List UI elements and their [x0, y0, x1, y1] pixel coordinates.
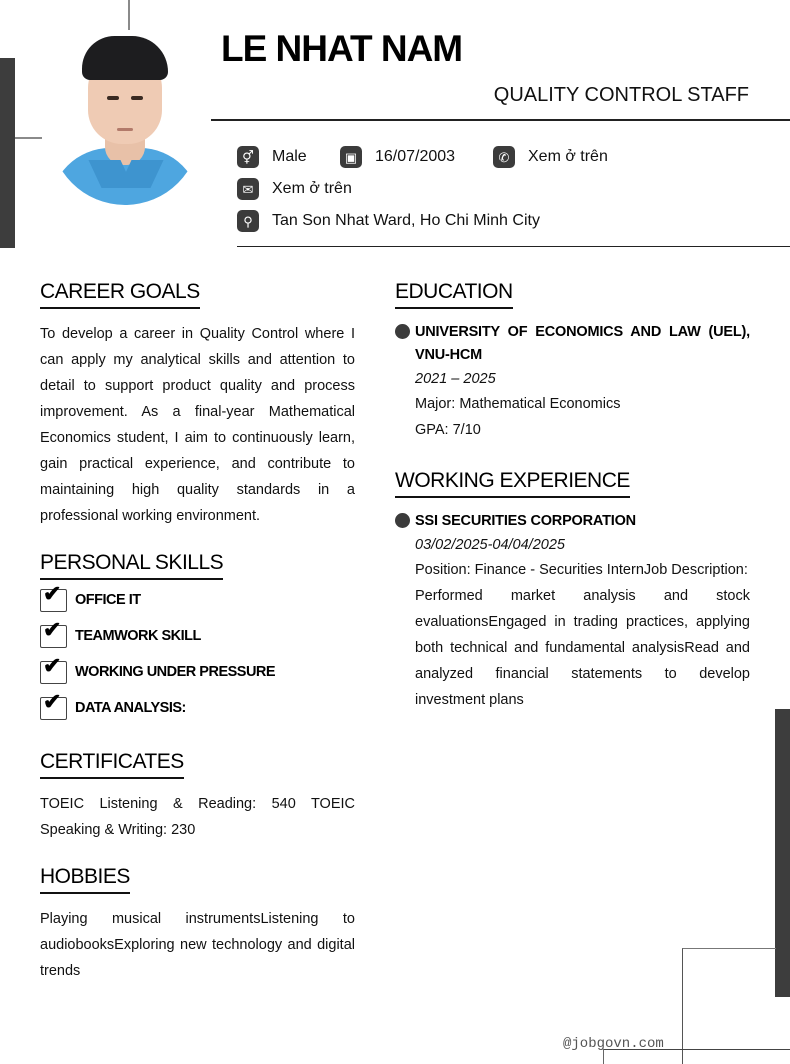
section-career-goals [40, 280, 355, 529]
section-title-experience: WORKING EXPERIENCE [395, 469, 630, 498]
avatar-photo [50, 30, 200, 205]
section-hobbies [40, 865, 355, 984]
gender-icon: ⚥ [237, 146, 259, 168]
career-goals-text: To develop a career in Quality Control where I can apply my analytical skills and attention to detail to support product quality and process improvement. As a final-year Mathematical Economics student, I aim to continuously learn, gain practical experience, and contribute to maintaining high quality standards in a professional working environment. [40, 326, 355, 524]
school-name: UNIVERSITY OF ECONOMICS AND LAW (UEL), VNU-HCM [415, 324, 750, 363]
left-column [40, 280, 355, 1006]
skill-item [40, 618, 355, 654]
education-major: Major: Mathematical Economics [415, 396, 621, 412]
section-title-personal-skills: PERSONAL SKILLS [40, 551, 223, 580]
checkbox-checked-icon: ✔ [40, 661, 67, 684]
address-value: Tan Son Nhat Ward, Ho Chi Minh City [272, 212, 540, 229]
watermark: @jobgovn.com [563, 1036, 664, 1052]
skill-item [40, 582, 355, 618]
section-title-education: EDUCATION [395, 280, 513, 309]
experience-position: Position: Finance - Securities InternJob Description: [415, 562, 748, 578]
decorative-bar-left [0, 58, 15, 248]
phone-icon: ✆ [493, 146, 515, 168]
section-title-certificates: CERTIFICATES [40, 750, 184, 779]
skill-item [40, 654, 355, 690]
contact-address [237, 210, 540, 232]
decorative-bar-right [775, 709, 790, 997]
skill-label: TEAMWORK SKILL [75, 628, 201, 644]
skill-label: WORKING UNDER PRESSURE [75, 664, 276, 680]
certificates-text: TOEIC Listening & Reading: 540 TOEIC Speaking & Writing: 230 [40, 796, 355, 838]
education-entry [395, 321, 750, 443]
contact-gender [237, 146, 340, 168]
email-value: Xem ở trên [272, 180, 352, 197]
checkbox-checked-icon: ✔ [40, 697, 67, 720]
contact-divider [237, 246, 790, 247]
phone-value: Xem ở trên [528, 148, 608, 165]
section-experience [395, 469, 750, 713]
education-period: 2021 – 2025 [415, 371, 496, 387]
contact-row-3 [237, 209, 540, 233]
section-title-hobbies: HOBBIES [40, 865, 130, 894]
birthday-value: 16/07/2003 [375, 148, 456, 165]
header-divider [211, 119, 790, 121]
bullet-dot-icon [395, 324, 410, 339]
contact-birthday [340, 146, 493, 168]
section-education [395, 280, 750, 443]
experience-entry [395, 510, 750, 713]
experience-description: Performed market analysis and stock evaluationsEngaged in trading practices, applying both technical and fundamental analysisRead and analyzed financial statements to develop investment plans [415, 588, 750, 708]
mail-icon: ✉ [237, 178, 259, 200]
checkbox-checked-icon: ✔ [40, 625, 67, 648]
right-column [395, 280, 750, 735]
candidate-name: LE NHAT NAM [221, 28, 463, 69]
experience-period: 03/02/2025-04/04/2025 [415, 537, 565, 553]
company-name: SSI SECURITIES CORPORATION [415, 513, 636, 529]
calendar-icon: ▣ [340, 146, 362, 168]
contact-row-1 [237, 145, 608, 169]
decorative-box-bottom [682, 948, 776, 1064]
skill-label: DATA ANALYSIS: [75, 700, 186, 716]
bullet-dot-icon [395, 513, 410, 528]
education-gpa: GPA: 7/10 [415, 422, 481, 438]
contact-email [237, 178, 352, 200]
section-personal-skills [40, 551, 355, 726]
gender-value: Male [272, 148, 307, 165]
section-title-career-goals: CAREER GOALS [40, 280, 200, 309]
location-pin-icon: ⚲ [237, 210, 259, 232]
contact-row-2 [237, 177, 352, 201]
section-certificates [40, 750, 355, 843]
hobbies-text: Playing musical instrumentsListening to audiobooksExploring new technology and digital trends [40, 911, 355, 979]
checkbox-checked-icon: ✔ [40, 589, 67, 612]
skill-item [40, 690, 355, 726]
skill-label: OFFICE IT [75, 592, 141, 608]
decorative-line-left [15, 137, 42, 139]
job-title: QUALITY CONTROL STAFF [493, 84, 749, 106]
contact-phone [493, 146, 608, 168]
